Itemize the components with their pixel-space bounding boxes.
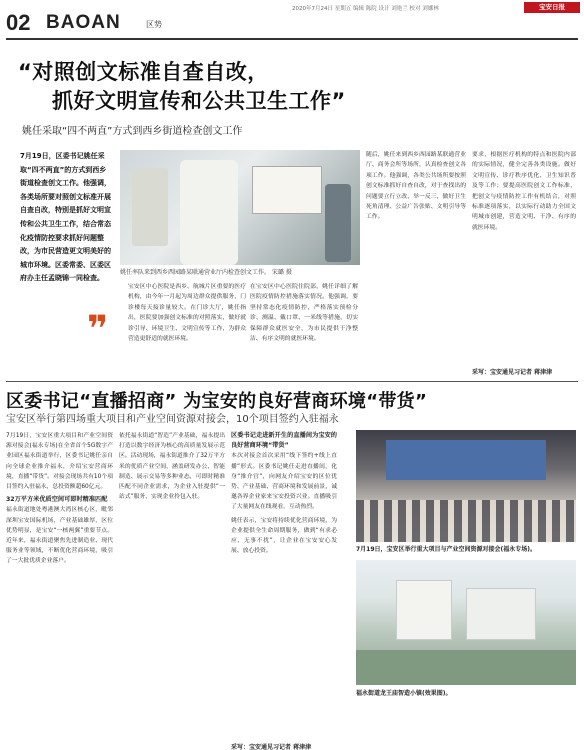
- article2-column-b: [119, 431, 225, 502]
- article1-headline-line1: “对照创文标准自查自改，: [18, 60, 269, 84]
- article2-photo-caption-2: 福永街道龙王庙智造小镇(效果图)。: [356, 690, 452, 697]
- article2-photo-meeting: [356, 430, 576, 542]
- quote-mark-icon: ❞: [87, 309, 109, 350]
- article1-lead: 7月19日，区委书记姚任采取“四不两直”的方式到西乡街道检查创文工作。他强调，各类场所要对照创文标准开展自查自改，特别是抓好文明宣传和公共卫生工作，结合常态化疫情防控要求抓好问题整改，为市民营造更文明美好的城市环境。区委常委、区委区府办主任孟晓锦一同检查。: [20, 152, 111, 283]
- article1-column-d: 随后，姚任来到西乡西园路某联通营业厅、商务会所等场所，认真检查创文各项工作。他强调，各类公共场所要按照创文标准抓好自查自改，对于查找出的问题要立行立改、举一反三，做好卫生死角清理、公益广告张贴、文明引导等工作。: [366, 152, 466, 221]
- section-title-en: BAOAN: [46, 12, 121, 33]
- article1-subheadline: 姚任采取“四不两直”方式到西乡街道检查创文工作: [22, 126, 243, 137]
- top-rule: [6, 38, 578, 40]
- article1-photo: [120, 150, 360, 265]
- article2-paragraph: 本次对接会首次采用“线下签约+线上直播”形式。区委书记姚任走进直播间，化身“推介官”，向网友介绍宝安的区位优势、产业基础、营商环境和发展前景，诚邀各界企业家来宝安投资兴业。直播吸引了大量网友在线观看，互动热烈。: [231, 453, 337, 511]
- section-divider: [6, 381, 578, 382]
- article2-byline: 采写：宝安通见习记者 蒋津津: [231, 744, 312, 750]
- masthead: [6, 2, 580, 36]
- article1-column-e: 要求，根据医疗机构的特点和医院内部的实际情况，健全完善各类设施。做好文明宣传、诊疗秩序优化、卫生知识普及等工作；要提高医院创文工作标准，把创文与疫情防控工作有机结合，对照标准逐项落实，以实际行动助力全国文明城市创建，营造文明、干净、有序的就医环境。: [472, 152, 576, 231]
- article2-subheadline: 宝安区举行第四场重大项目和产业空间资源对接会，10个项目签约入驻福永: [6, 414, 339, 425]
- article1-column-b: 宝安区中心医院是西乡、航城片区重要的医疗机构，由今年一月起为周边群众提供服务，门诊楼每天接诊量较大。在门诊大厅，姚任指出，医院要加强创文标准的对照落实，做好就诊引导、环境卫生、文明宣传等工作，为群众营造更舒适的就医环境。: [128, 284, 246, 343]
- article1-photo-caption: 姚任率队来到西乡西园路某联通营业厅内检查创文工作。 宋璐 摄: [120, 269, 292, 276]
- article2-paragraph: 姚任表示，宝安将持续优化营商环境，为企业提供全生命周期服务，做到“有求必应、无事不扰”，让企业在宝安安心发展、放心投资。: [231, 517, 337, 555]
- section-title-cn: 区势: [146, 20, 162, 29]
- article1-byline: 采写：宝安通见习记者 蒋津津: [472, 369, 553, 376]
- article2-headline: 区委书记“直播招商” 为宝安的良好营商环境“带货”: [6, 391, 428, 412]
- article2-section-head: 32万平方米优质空间可即时精准匹配: [6, 496, 108, 504]
- article2-paragraph: 依托福永街道“智造”产业基础，福永提出打造以数字经济为核心的高质量发展示范区。活动现场，福永街道推介了32万平方米的优质产业空间，涵盖研发办公、智能制造、展示交易等多种业态，可即时精准匹配不同企业需求，为企业入驻提供“一站式”服务，实现企业拎包入驻。: [119, 433, 225, 501]
- article2-paragraph: 福永街道地处粤港澳大湾区核心区，毗邻深圳宝安国际机场，产业基础雄厚，区位优势明显，是宝安“一核两翼”重要节点。近年来，福永街道聚焦先进制造业、现代服务业等领域，不断优化营商环境，吸引了一大批优质企业落户。: [6, 507, 113, 565]
- issue-meta: 2020年7月24日 星期五 编辑 陈院 设计 刘艳兰 校对 刘娜林: [292, 6, 439, 12]
- article2-photo-caption-1: 7月19日，宝安区举行重大项目与产业空间资源对接会(福永专场)。: [356, 546, 537, 553]
- article2-column-a: [6, 431, 113, 567]
- article2-section-head: 区委书记走进新开生的直播间为宝安的良好营商环境“带货”: [231, 432, 337, 450]
- article1-column-c: 在宝安区中心医院住院部，姚任详细了解医院疫情防控措施落实情况。他强调，要坚持常态化疫情防控，严格落实预检分诊、测温、戴口罩、一米线等措施，切实保障群众就医安全，为市民提供干净整洁、有序文明的就医环境。: [250, 284, 358, 343]
- article1-headline-line2: 抓好文明宣传和公共卫生工作”: [52, 89, 346, 113]
- newspaper-logo: 宝安日报: [524, 2, 580, 13]
- article2-photo-rendering: [356, 560, 576, 685]
- page-number: 02: [6, 10, 31, 35]
- article2-paragraph: 7月19日，宝安区重大项目和产业空间资源对接会(福永专场)在全省首个5G数字产业园区福永街道举行，区委书记姚任亲自向全球企业推介福永，介绍宝安营商环境，直播“带货”。对接会现场共有10个项目签约入驻福永，总投资额超60亿元。: [6, 433, 113, 491]
- article2-column-c: [231, 431, 337, 556]
